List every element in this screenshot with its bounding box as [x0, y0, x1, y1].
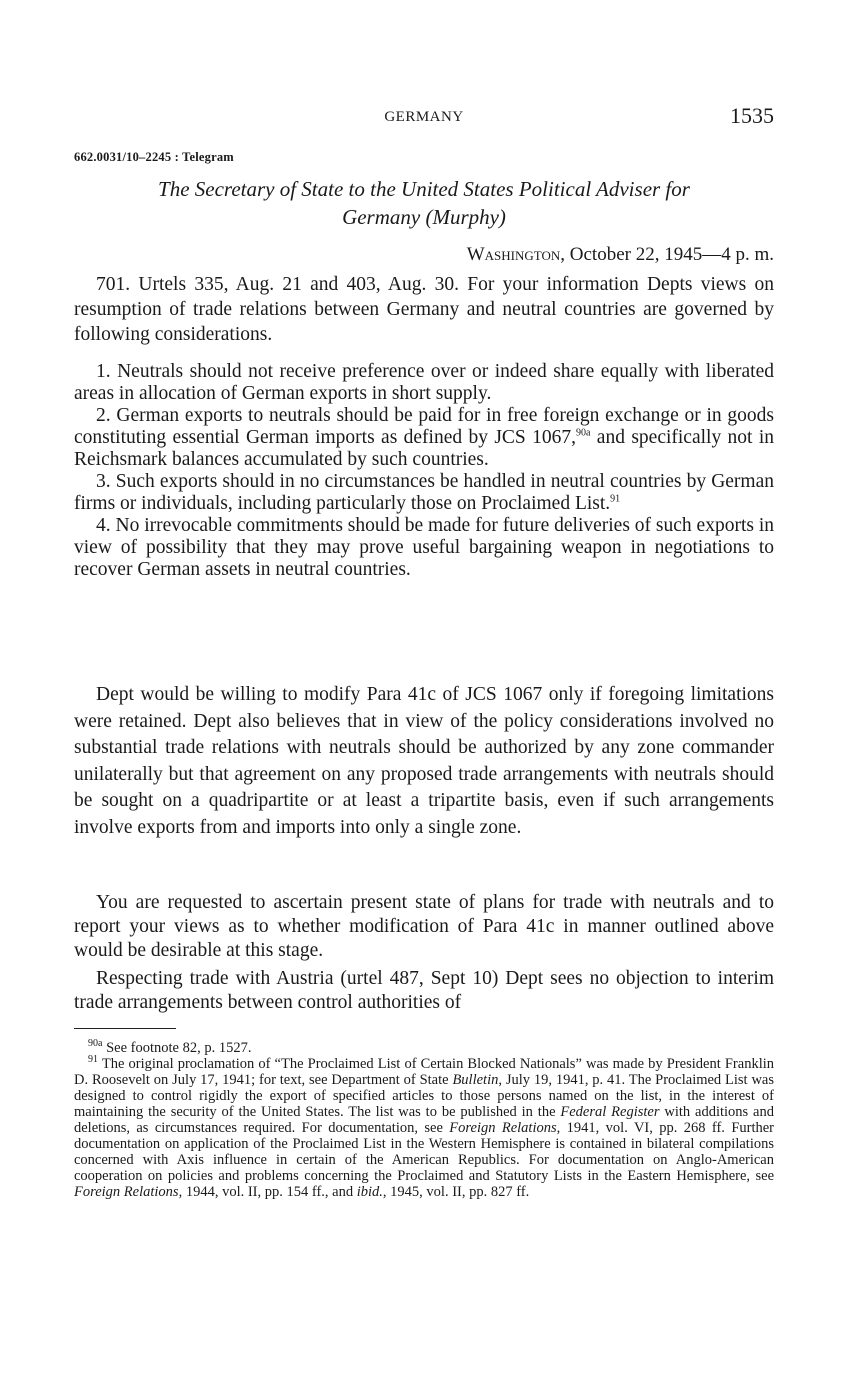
list-item	[74, 405, 774, 471]
footnote-text: with additions and deletions, as circumstances required. For documentation, see	[74, 1104, 774, 1136]
footnote-text: , 1941, vol. VI, pp. 268 ff. Further documentation on application of the Proclaimed List in the Western Hemisphere is contained in bilateral compilations concerned with Axis influence in certain of the American Republics. For documentation on Anglo-American cooperation on policies and problems concerning the Proclaimed and Statutory Lists in the Eastern Hemisphere, see	[74, 1120, 775, 1184]
citation-title: Bulletin	[452, 1072, 499, 1088]
item-text: 2. German exports to neutrals should be paid for in free foreign exchange or in goods constituting essential German imports as defined by JCS 1067,	[74, 405, 774, 448]
list-item: 1. Neutrals should not receive preference over or indeed share equally with liberated areas in allocation of German exports in short supply.	[74, 361, 774, 404]
footnote-text: See footnote 82, p. 1527.	[102, 1040, 252, 1056]
document-heading	[74, 175, 774, 231]
footnotes	[74, 1040, 774, 1200]
heading-line-1: The Secretary of State to the United States Political Adviser for	[158, 177, 690, 201]
running-head	[74, 103, 774, 133]
list-item	[74, 471, 774, 515]
heading-line-2: Germany (Murphy)	[342, 205, 506, 229]
footnote-ref: 90a	[576, 427, 591, 439]
file-reference: 662.0031/10–2245 : Telegram	[74, 150, 234, 164]
paragraph-intro: 701. Urtels 335, Aug. 21 and 403, Aug. 30. For your information Depts views on resumption of trade relations between Germany and neutral countries are governed by following considerations.	[74, 274, 774, 345]
dateline-date: , October 22, 1945—4 p. m.	[560, 244, 774, 265]
footnote-text: The original proclamation of “The Proclaimed List of Certain Blocked Nationals” was made by President Franklin D. Roosevelt on July 17, 1941; for text, see Department of State	[74, 1056, 774, 1088]
footnote-mark: 91	[88, 1054, 98, 1066]
footnote	[74, 1056, 774, 1200]
list-item: 4. No irrevocable commitments should be made for future deliveries of such exports in view of possibility that they may prove useful bargaining weapon in negotiations to recover German assets in neutral countries.	[74, 515, 774, 580]
item-text: 3. Such exports should in no circumstances be handled in neutral countries by German firms or individuals, including particularly those on Proclaimed List.	[74, 471, 774, 514]
page-number: 1535	[730, 103, 774, 128]
footnote-mark: 90a	[88, 1038, 103, 1050]
considerations-list	[74, 361, 774, 581]
citation-title: Foreign Relations	[74, 1184, 179, 1200]
footnote-text: , 1945, vol. II, pp. 827 ff.	[382, 1184, 530, 1200]
citation-title: ibid.	[356, 1184, 383, 1200]
running-title: GERMANY	[384, 109, 464, 125]
dateline	[467, 244, 774, 266]
citation-title: Foreign Relations	[449, 1120, 557, 1136]
citation-title: Federal Register	[560, 1104, 660, 1120]
paragraph-austria: Respecting trade with Austria (urtel 487, Sept 10) Dept sees no objection to interim trade arrangements between control authorities of	[74, 968, 774, 1013]
footnote	[74, 1040, 774, 1056]
dateline-place: Washington	[466, 244, 561, 265]
footnote-text: , 1944, vol. II, pp. 154 ff., and	[178, 1184, 357, 1200]
footnote-ref: 91	[610, 493, 621, 505]
footnote-text: , July 19, 1941, p. 41. The Proclaimed List was designed to control rigidly the export of specified articles to those persons named on the list, in the interest of maintaining the security of the United States. The list was to be published in the	[74, 1072, 774, 1120]
paragraph-modify: Dept would be willing to modify Para 41c of JCS 1067 only if foregoing limitations were retained. Dept also believes that in view of the policy considerations involved no substantial trade relations with neutrals should be authorized by any zone commander unilaterally but that agreement on any proposed trade arrangements with neutrals should be sought on a quadripartite or at least a tripartite basis, even if such arrangements involve exports from and imports into only a single zone.	[74, 684, 774, 838]
footnote-divider	[74, 1028, 176, 1029]
paragraph-request: You are requested to ascertain present state of plans for trade with neutrals and to report your views as to whether modification of Para 41c in manner outlined above would be desirable at this stage.	[74, 892, 774, 961]
item-text: and specifically not in Reichsmark balances accumulated by such countries.	[74, 427, 774, 470]
